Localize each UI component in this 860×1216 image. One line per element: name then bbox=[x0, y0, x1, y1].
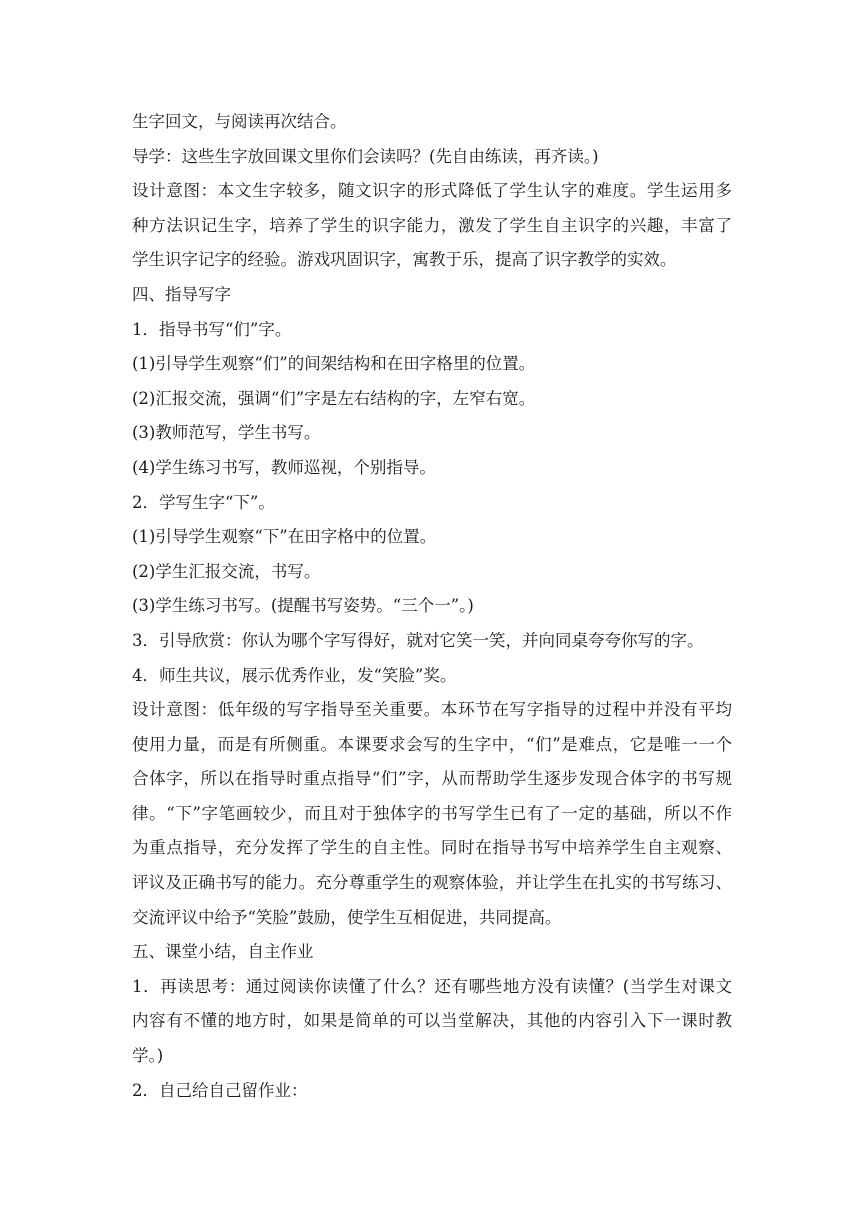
text-line: 律。“下”字笔画较少，而且对于独体字的书写学生已有了一定的基础，所以不作 bbox=[132, 803, 732, 823]
text-line: 生字回文，与阅读再次结合。 bbox=[132, 112, 347, 131]
text-line: 4．师生共议，展示优秀作业，发“笑脸”奖。 bbox=[132, 665, 457, 685]
text-line: (2)学生汇报交流，书写。 bbox=[132, 561, 321, 581]
text-line: 学生识字记字的经验。游戏巩固识字，寓教于乐，提高了识字教学的实效。 bbox=[132, 250, 677, 270]
text-line: 设计意图：低年级的写字指导至关重要。本环节在写字指导的过程中并没有平均 bbox=[132, 700, 732, 720]
text-line: (1)引导学生观察“下”在田字格中的位置。 bbox=[132, 527, 437, 547]
text-line: 合体字，所以在指导时重点指导“们”字，从而帮助学生逐步发现合体字的书写规 bbox=[132, 769, 732, 789]
text-line: 内容有不懂的地方时，如果是简单的可以当堂解决，其他的内容引入下一课时教 bbox=[132, 1011, 732, 1031]
document-body bbox=[132, 105, 732, 1108]
text-line: 五、课堂小结，自主作业 bbox=[132, 942, 314, 962]
text-line: 评议及正确书写的能力。充分尊重学生的观察体验，并让学生在扎实的书写练习、 bbox=[132, 873, 732, 893]
text-line: 设计意图：本文生字较多，随文识字的形式降低了学生认字的难度。学生运用多 bbox=[132, 181, 732, 201]
text-line: (3)教师范写，学生书写。 bbox=[132, 423, 321, 443]
text-line: 种方法识记生字，培养了学生的识字能力，激发了学生自主识字的兴趣，丰富了 bbox=[132, 215, 732, 235]
text-line: 导学：这些生字放回课文里你们会读吗？(先自由练读，再齐读。) bbox=[132, 146, 599, 166]
text-line: 3．引导欣赏：你认为哪个字写得好，就对它笑一笑，并向同桌夸夸你写的字。 bbox=[132, 630, 704, 650]
text-line: (2)汇报交流，强调“们”字是左右结构的字，左窄右宽。 bbox=[132, 388, 536, 408]
text-line: 交流评议中给予“笑脸”鼓励，使学生互相促进，共同提高。 bbox=[132, 907, 562, 927]
text-line: 四、指导写字 bbox=[132, 284, 231, 304]
text-line: 学。) bbox=[132, 1046, 164, 1066]
text-line: 使用力量，而是有所侧重。本课要求会写的生字中，“们”是难点，它是唯一一个 bbox=[132, 734, 732, 754]
text-line: 2．学写生字“下”。 bbox=[132, 492, 275, 512]
text-line: 为重点指导，充分发挥了学生的自主性。同时在指导书写中培养学生自主观察、 bbox=[132, 838, 732, 858]
text-line: 1．指导书写“们”字。 bbox=[132, 319, 292, 339]
text-line: (1)引导学生观察“们”的间架结构和在田字格里的位置。 bbox=[132, 354, 536, 374]
text-line: 1．再读思考：通过阅读你读懂了什么？还有哪些地方没有读懂？(当学生对课文 bbox=[132, 976, 732, 996]
text-line: (3)学生练习书写。(提醒书写姿势。“三个一”。) bbox=[132, 596, 474, 616]
text-line: (4)学生练习书写，教师巡视，个别指导。 bbox=[132, 457, 436, 477]
text-line: 2．自己给自己留作业： bbox=[132, 1080, 308, 1100]
